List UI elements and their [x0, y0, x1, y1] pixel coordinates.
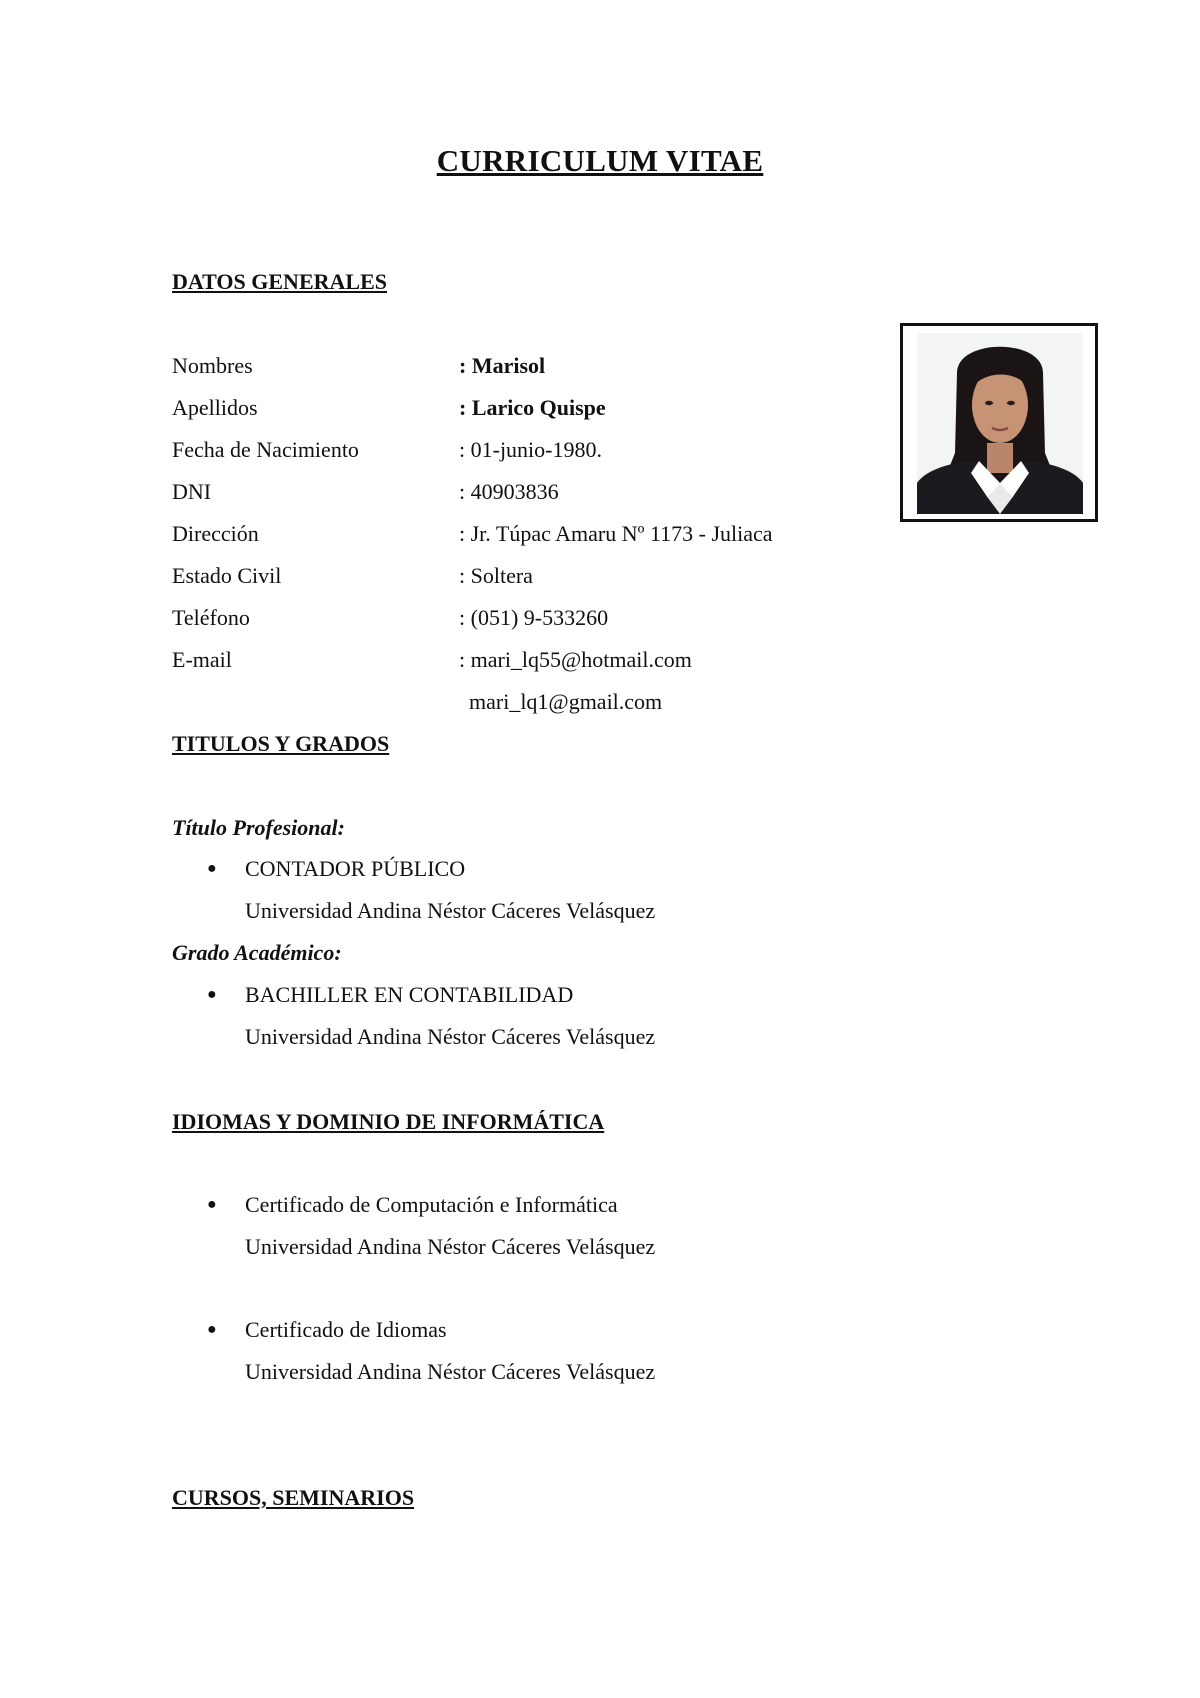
label-dni: DNI	[172, 479, 212, 504]
idiomas-item-institution: Universidad Andina Néstor Cáceres Velásquez	[245, 1359, 656, 1384]
heading-titulos-grados: TITULOS Y GRADOS	[172, 731, 390, 756]
value-estado-civil: : Soltera	[459, 563, 533, 588]
bullet-icon: ●	[207, 1196, 217, 1213]
label-nombres: Nombres	[172, 353, 253, 378]
grado-academico-institution: Universidad Andina Néstor Cáceres Velásquez	[245, 1024, 656, 1049]
idiomas-item-name: Certificado de Computación e Informática	[245, 1192, 618, 1217]
label-estado-civil: Estado Civil	[172, 563, 282, 588]
profile-photo	[917, 333, 1083, 514]
subheading-grado-academico: Grado Académico:	[172, 940, 342, 965]
heading-datos-generales: DATOS GENERALES	[172, 269, 387, 294]
idiomas-item-institution: Universidad Andina Néstor Cáceres Velásquez	[245, 1234, 656, 1259]
heading-idiomas-informatica: IDIOMAS Y DOMINIO DE INFORMÁTICA	[172, 1109, 605, 1134]
titulo-profesional-institution: Universidad Andina Néstor Cáceres Velásquez	[245, 898, 656, 923]
document-title: CURRICULUM VITAE	[436, 143, 764, 178]
profile-photo-frame	[900, 323, 1098, 522]
bullet-icon: ●	[207, 860, 217, 877]
grado-academico-name: BACHILLER EN CONTABILIDAD	[245, 982, 574, 1007]
label-fecha-nacimiento: Fecha de Nacimiento	[172, 437, 359, 462]
value-telefono: : (051) 9-533260	[459, 605, 609, 630]
value-fecha-nacimiento: : 01-junio-1980.	[459, 437, 602, 462]
label-direccion: Dirección	[172, 521, 259, 546]
bullet-icon: ●	[207, 1321, 217, 1338]
titulo-profesional-name: CONTADOR PÚBLICO	[245, 856, 466, 881]
label-apellidos: Apellidos	[172, 395, 258, 420]
label-email: E-mail	[172, 647, 232, 672]
value-email: : mari_lq55@hotmail.com	[459, 647, 692, 672]
heading-cursos-seminarios: CURSOS, SEMINARIOS	[172, 1485, 415, 1510]
value-nombres: : Marisol	[459, 353, 546, 378]
subheading-titulo-profesional: Título Profesional:	[172, 815, 345, 840]
idiomas-item-name: Certificado de Idiomas	[245, 1317, 447, 1342]
value-apellidos: : Larico Quispe	[459, 395, 606, 420]
label-telefono: Teléfono	[172, 605, 250, 630]
bullet-icon: ●	[207, 986, 217, 1003]
value-email-secondary: mari_lq1@gmail.com	[469, 689, 663, 714]
value-dni: : 40903836	[459, 479, 559, 504]
value-direccion: : Jr. Túpac Amaru Nº 1173 - Juliaca	[459, 521, 773, 546]
